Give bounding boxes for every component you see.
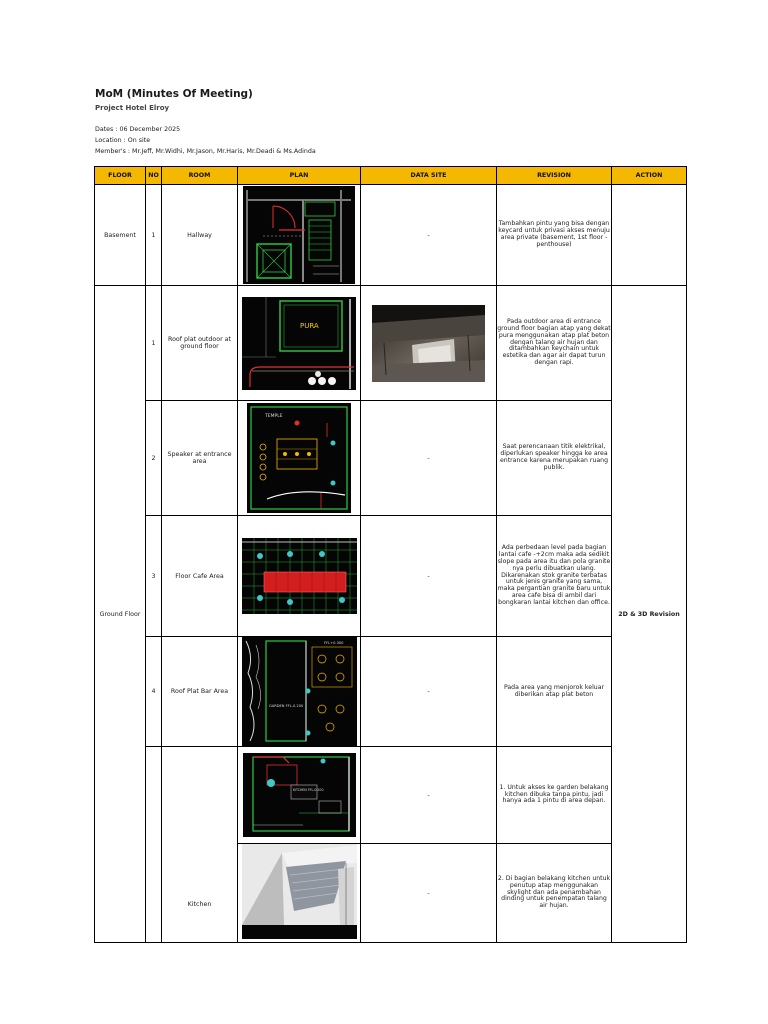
- action-cell-basement: [612, 185, 687, 286]
- room-name: Kitchen: [162, 747, 238, 943]
- revision-note: Pada outdoor area di entrance ground floor bagian atap yang dekat pura menggunakan atap plat beton dengan talang air hujan dan ditambahkan keychain untuk estetika dan agar air dapat turun dengan rapi.: [497, 286, 612, 401]
- speaker-plan-image: [247, 403, 351, 513]
- room-name: Floor Cafe Area: [162, 516, 238, 637]
- header-data-site: DATA SITE: [361, 167, 497, 185]
- header-plan: PLAN: [238, 167, 361, 185]
- plan-cell: [238, 185, 361, 286]
- temple-label: TEMPLE: [265, 414, 283, 419]
- floor-ground: Ground Floor: [95, 286, 146, 943]
- revision-note: Pada area yang menjorok keluar diberikan atap plat beton: [497, 637, 612, 747]
- site-photo-outdoor: [372, 305, 485, 382]
- garden-label: GARDEN FFL-0.200: [268, 704, 303, 708]
- plan-cell: [238, 747, 361, 844]
- minutes-table: [94, 166, 687, 943]
- room-name: Roof Plat Bar Area: [162, 637, 238, 747]
- table-header-row: [95, 167, 687, 185]
- hallway-plan-image: [243, 186, 355, 284]
- bar-roof-plan-image: [242, 637, 357, 746]
- header-floor: FLOOR: [95, 167, 146, 185]
- revision-note: Ada perbedaan level pada bagian lantai cafe -+2cm maka ada sedikit slope pada area itu dan pola granite nya perlu dibuatkan ulang. Dikarenakan stok granite terbatas untuk jenis granite yang sama, maka pergantian granite baru untuk area cafe bisa di ambil dari bongkaran lantai kitchen dan office.: [497, 516, 612, 637]
- meeting-date: Dates : 06 December 2025: [95, 126, 181, 133]
- revision-note: 1. Untuk akses ke garden belakang kitchen dibuka tanpa pintu, jadi hanya ada 1 pintu di area depan.: [497, 747, 612, 844]
- plan-cell: [238, 286, 361, 401]
- table-row: [95, 516, 687, 637]
- pura-label: PURA: [300, 321, 319, 330]
- skylight-render-image: [242, 844, 357, 926]
- roof-plat-plan-image: [242, 297, 356, 390]
- data-site-cell: [361, 286, 497, 401]
- header-revision: REVISION: [497, 167, 612, 185]
- room-name: Hallway: [162, 185, 238, 286]
- row-no: 1: [146, 185, 162, 286]
- row-no: 3: [146, 516, 162, 637]
- action-cell: 2D & 3D Revision: [612, 286, 687, 943]
- room-name: Speaker at entrance area: [162, 401, 238, 516]
- data-site-cell: -: [361, 747, 497, 844]
- revision-note: Saat perencanaan titik elektrikal, diperlukan speaker hingga ke area entrance karena merupakan ruang publik.: [497, 401, 612, 516]
- next-plan-image-strip: [242, 925, 357, 939]
- data-site-cell: -: [361, 637, 497, 747]
- header-action: ACTION: [612, 167, 687, 185]
- header-room: ROOM: [162, 167, 238, 185]
- data-site-cell: -: [361, 401, 497, 516]
- row-no: 4: [146, 637, 162, 747]
- level-label: FFL+0.300: [323, 641, 343, 645]
- header-no: NO: [146, 167, 162, 185]
- table-row: [95, 286, 687, 401]
- project-name: Project Hotel Elroy: [95, 104, 170, 112]
- meeting-location: Location : On site: [95, 137, 151, 144]
- row-no-empty: [146, 747, 162, 943]
- data-site-cell: -: [361, 516, 497, 637]
- meeting-members: Member's : Mr.Jeff, Mr.Widhi, Mr.Jason, Mr.Haris, Mr.Deadi & Ms.Adinda: [95, 148, 316, 155]
- cafe-floor-plan-image: [242, 538, 357, 614]
- plan-cell: [238, 844, 361, 943]
- table-row: [95, 637, 687, 747]
- plan-cell: [238, 637, 361, 747]
- kitchen-plan-image: [243, 753, 356, 837]
- kitchen-label: KITCHEN FFL-0.200: [292, 788, 323, 792]
- row-no: 1: [146, 286, 162, 401]
- table-row: [95, 401, 687, 516]
- floor-basement: Basement: [95, 185, 146, 286]
- data-site-cell: -: [361, 844, 497, 943]
- revision-note: Tambahkan pintu yang bisa dengan keycard untuk privasi akses menuju area private (basement, 1st floor - penthouse): [497, 185, 612, 286]
- plan-cell: [238, 401, 361, 516]
- plan-cell: [238, 516, 361, 637]
- table-row: [95, 747, 687, 844]
- row-no: 2: [146, 401, 162, 516]
- room-name: Roof plat outdoor at ground floor: [162, 286, 238, 401]
- table-row: [95, 185, 687, 286]
- revision-note: 2. Di bagian belakang kitchen untuk penutup atap menggunakan skylight dan ada penambahan dinding untuk penempatan talang air hujan.: [497, 844, 612, 943]
- data-site-cell: -: [361, 185, 497, 286]
- document-title: MoM (Minutes Of Meeting): [95, 88, 253, 100]
